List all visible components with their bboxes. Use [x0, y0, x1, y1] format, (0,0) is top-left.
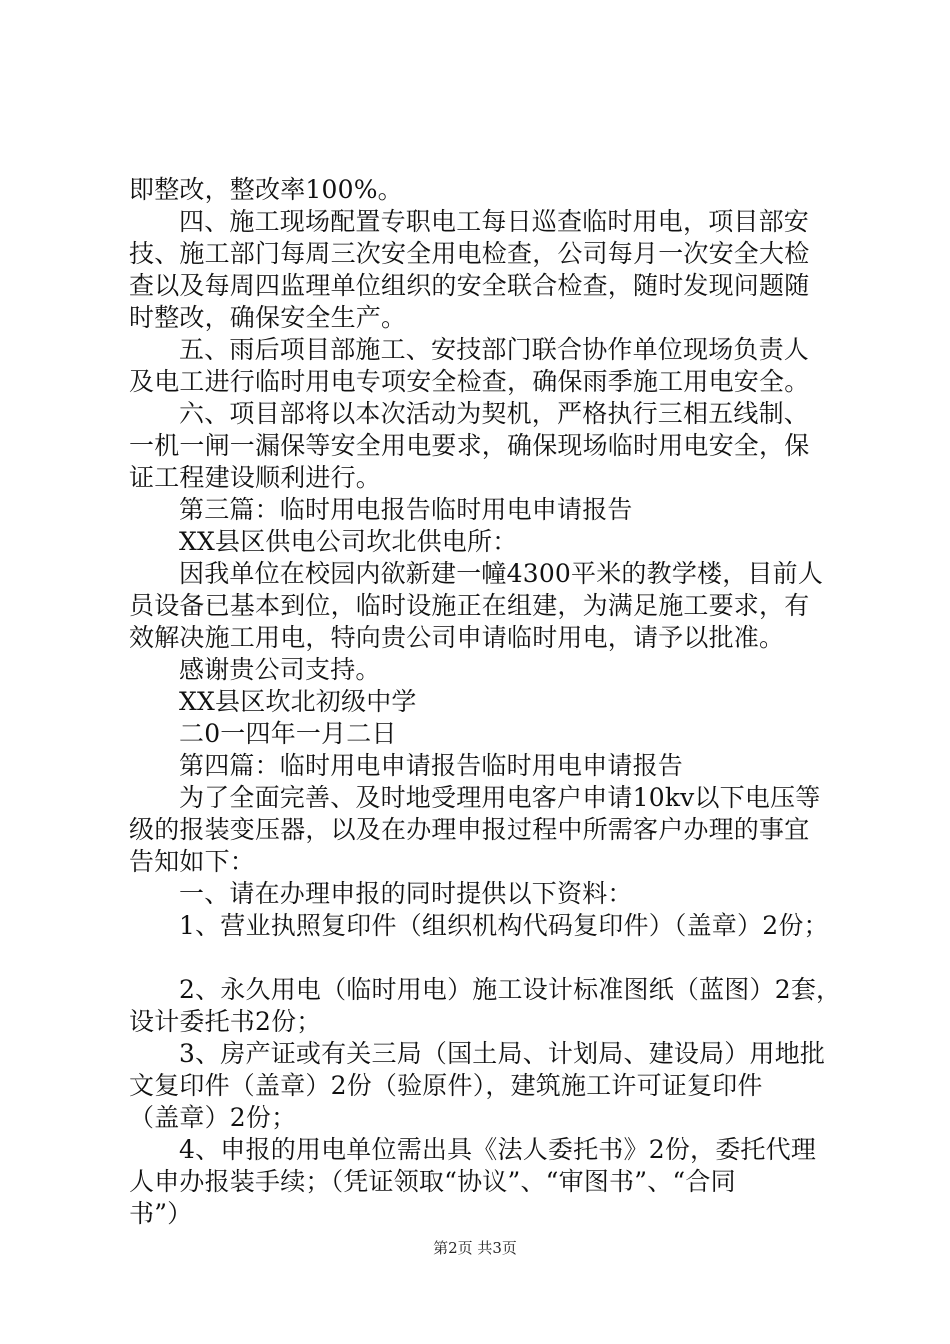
- page-number-footer: 第2页 共3页: [433, 1239, 517, 1257]
- list-item: 3、房产证或有关三局（国土局、计划局、建设局）用地批: [179, 1039, 826, 1068]
- text-line: 因我单位在校园内欲新建一幢4300平米的教学楼，目前人: [179, 559, 824, 588]
- text-line: 四、施工现场配置专职电工每日巡查临时用电，项目部安: [179, 207, 810, 236]
- date-line: 二0一四年一月二日: [179, 719, 397, 748]
- text-line: 一机一闸一漏保等安全用电要求，确保现场临时用电安全，保: [129, 431, 810, 460]
- signature-line: XX县区坎北初级中学: [179, 687, 417, 716]
- list-item: 1、营业执照复印件（组织机构代码复印件）（盖章）2份；: [179, 911, 829, 940]
- section-heading: 第四篇：临时用电申请报告临时用电申请报告: [179, 751, 684, 780]
- text-line: 告知如下：: [129, 847, 256, 876]
- list-item: 4、申报的用电单位需出具《法人委托书》2份，委托代理: [179, 1135, 817, 1164]
- text-line: 时整改，确保安全生产。: [129, 303, 407, 332]
- text-line: 文复印件（盖章）2份（验原件），建筑施工许可证复印件: [129, 1071, 763, 1100]
- text-line: 效解决施工用电，特向贵公司申请临时用电，请予以批准。: [129, 623, 785, 652]
- text-line: 感谢贵公司支持。: [179, 655, 381, 684]
- text-line: 即整改，整改率100%。: [129, 175, 403, 204]
- text-line: 查以及每周四监理单位组织的安全联合检查，随时发现问题随: [129, 271, 810, 300]
- text-line: 六、项目部将以本次活动为契机，严格执行三相五线制、: [179, 399, 810, 428]
- text-line: 五、雨后项目部施工、安技部门联合协作单位现场负责人: [179, 335, 810, 364]
- text-line: （盖章）2份；: [129, 1103, 297, 1132]
- text-line: 一、请在办理申报的同时提供以下资料：: [179, 879, 633, 908]
- text-line: 级的报装变压器，以及在办理申报过程中所需客户办理的事宜: [129, 815, 810, 844]
- text-line: 人申办报装手续；（凭证领取“协议”、“审图书”、“合同: [129, 1167, 736, 1196]
- text-line: 为了全面完善、及时地受理用电客户申请10kv以下电压等: [179, 783, 821, 812]
- text-line: 证工程建设顺利进行。: [129, 463, 382, 492]
- text-line: 技、施工部门每周三次安全用电检查，公司每月一次安全大检: [129, 239, 810, 268]
- list-item: 2、永久用电（临时用电）施工设计标准图纸（蓝图）2套，: [179, 975, 842, 1004]
- text-line: 设计委托书2份；: [129, 1007, 322, 1036]
- section-heading: 第三篇：临时用电报告临时用电申请报告: [179, 495, 633, 524]
- addressee: XX县区供电公司坎北供电所：: [179, 527, 518, 556]
- text-line: 员设备已基本到位，临时设施正在组建，为满足施工要求，有: [129, 591, 810, 620]
- text-line: 书”）: [129, 1199, 193, 1228]
- text-line: 及电工进行临时用电专项安全检查，确保雨季施工用电安全。: [129, 367, 810, 396]
